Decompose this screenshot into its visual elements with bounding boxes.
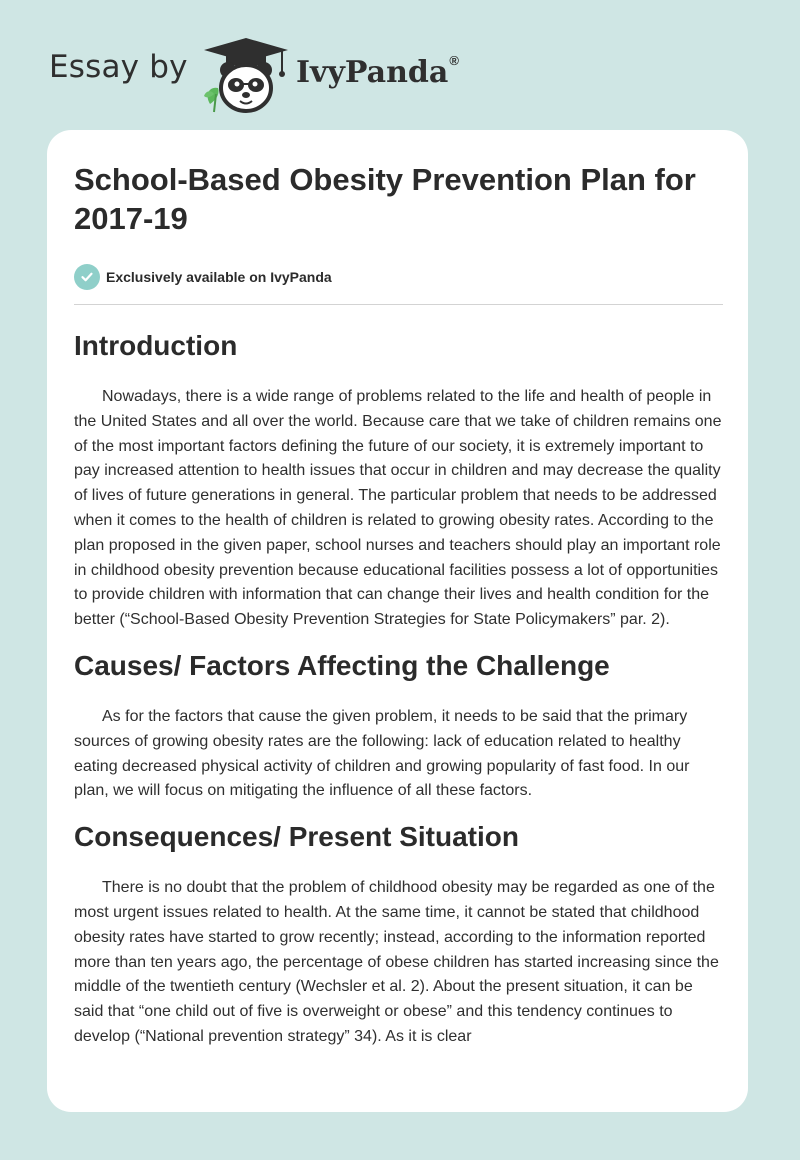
badge-text: Exclusively available on IvyPanda [106,269,332,285]
brand-name[interactable]: IvyPanda® [296,53,459,90]
panda-graduate-icon[interactable] [200,36,292,116]
section-heading-introduction: Introduction [74,330,238,361]
section-paragraph-introduction: Nowadays, there is a wide range of problems related to the life and health of people in the United States and all over the world. Because care that we take of children remains one of the most important factors defining the future of our society, it is extremely important to pay increased attention to health issues that occur in children and may decrease the quality of lives of future generations in general. The particular problem that needs to be addressed when it comes to the health of children is related to growing obesity rates. According to the plan proposed in the given paper, school nurses and teachers should play an important role in childhood obesity prevention because educational facilities possess a lot of opportunities to provide children with information that can change their lives and health condition for the better (“School-Based Obesity Prevention Strategies for State Policymakers” par. 2). [74,388,722,629]
registered-mark: ® [449,53,459,68]
site-header [0,0,800,130]
check-circle-icon [74,264,100,290]
essay-by-label: Essay by [49,49,188,85]
section-heading-causes: Causes/ Factors Affecting the Challenge [74,649,610,681]
exclusive-badge [74,263,723,291]
section-paragraph-causes: As for the factors that cause the given problem, it needs to be said that the primary sources of growing obesity rates are the following: lack of education related to healthy eating decreased physical activity of children and growing popularity of fast food. In our plan, we will focus on mitigating the influence of all these factors. [74,707,690,800]
page-title: School-Based Obesity Prevention Plan for 2017-19 [74,162,696,236]
essay-content [74,160,723,1050]
essay-card [47,130,748,1112]
divider [74,304,723,305]
section-paragraph-consequences: There is no doubt that the problem of childhood obesity may be regarded as one of the most urgent issues related to health. At the same time, it cannot be stated that childhood obesity rates have started to grow recently; instead, according to the information reported more than ten years ago, the percentage of obese children has started increasing since the middle of the twentieth century (Wechsler et al. 2). About the present situation, it can be said that “one child out of five is overweight or obese” and this tendency continues to develop (“National prevention strategy” 34). As it is clear [74,879,719,1045]
section-heading-consequences: Consequences/ Present Situation [74,821,519,853]
